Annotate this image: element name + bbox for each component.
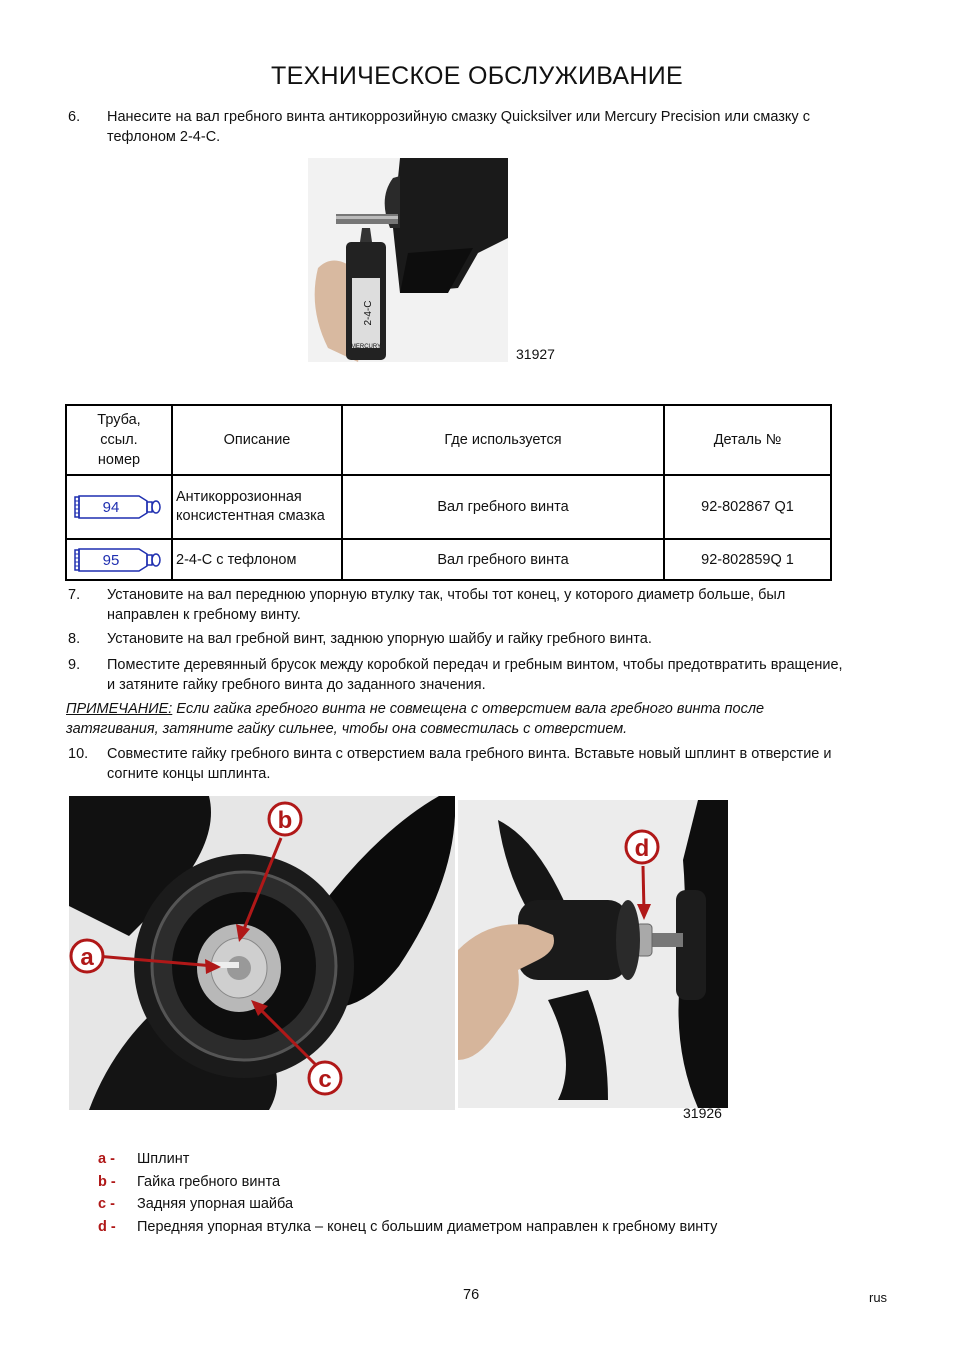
language-code: rus [869,1290,888,1305]
legend-key: c - [98,1196,115,1212]
step-6 [0,107,954,149]
step-9 [0,655,954,697]
part-number-cell: 92-802867 Q1 [664,475,831,539]
step-10 [0,744,954,786]
step-number: 7. [68,587,81,603]
legend-text: Гайка гребного винта [137,1173,281,1190]
legend-key: d - [98,1218,116,1235]
note-text: Если гайка гребного винта не совмещена с отверстием вала гребного винта после затягивания, затяните гайку сильнее, чтобы она совместилась с отверстием. [66,701,765,737]
header-where-used: Где используется [342,405,664,475]
step-number: 10. [68,746,89,762]
tube-ref-cell [66,539,172,580]
table-row [66,475,831,539]
where-used-cell: Вал гребного винта [342,475,664,539]
step-8 [0,629,954,651]
tube-brand-text: MERCURY [350,344,382,350]
legend-text: Шплинт [137,1151,190,1167]
step-text: Установите на вал переднюю упорную втулку так, чтобы тот конец, у которого диаметр больше, был направлен к гребному винту. [107,587,786,623]
table-header-row [66,405,831,475]
propeller-rear-illustration [69,796,455,1110]
note-label: ПРИМЕЧАНИЕ: [66,701,173,717]
header-description: Описание [172,405,342,475]
step-text: Установите на вал гребной винт, заднюю упорную шайбу и гайку гребного винта. [107,631,652,647]
legend-key: b - [98,1173,116,1190]
page-number: 76 [463,1287,480,1303]
part-number-cell: 92-802859Q 1 [664,539,831,580]
step-number: 8. [68,631,81,647]
callout-d: d [634,835,650,862]
header-part-number: Деталь № [664,405,831,475]
callout-c: c [318,1066,332,1093]
step-number: 9. [68,657,81,673]
step-text: Нанесите на вал гребного винта антикоррозийную смазку Quicksilver или Mercury Precision или смазку с тефлоном 2-4-C. [107,109,810,145]
parts-table [65,404,832,581]
figure-2-label: 31926 [683,1105,722,1121]
legend-key: a - [98,1151,115,1167]
figure-propeller-rear [69,796,455,1110]
header-tube-ref: Труба, ссыл. номер [66,405,172,475]
figure-propeller-side [458,800,728,1108]
lubricant-tube-icon [69,487,169,527]
tube-ref-cell [66,475,172,539]
legend-text: Задняя упорная шайба [137,1196,294,1212]
tube-ref-number: 94 [102,499,120,516]
step-text: Совместите гайку гребного винта с отверстием вала гребного винта. Вставьте новый шплинт в отверстие и согните концы шплинта. [107,746,832,782]
callout-a: a [80,944,94,971]
tube-label-text: 2-4-C [363,300,374,326]
figure-lubricant-photo [308,158,508,362]
callout-b: b [277,807,293,834]
step-7 [0,585,954,627]
description-cell: 2-4-C с тефлоном [172,539,342,580]
lubricant-tube-icon [69,542,169,578]
propeller-side-illustration [458,800,728,1108]
figure-legend [0,1148,954,1240]
step-number: 6. [68,109,81,125]
legend-text: Передняя упорная втулка – конец с большим диаметром направлен к гребному винту [137,1218,718,1235]
figure-1-label: 31927 [516,346,555,362]
description-cell: Антикоррозионная консистентная смазка [172,475,342,539]
where-used-cell: Вал гребного винта [342,539,664,580]
tube-ref-number: 95 [102,551,120,569]
page-title: ТЕХНИЧЕСКОЕ ОБСЛУЖИВАНИЕ [271,62,683,90]
table-row [66,539,831,580]
lubricant-application-illustration [308,158,508,362]
note [66,699,826,739]
step-text: Поместите деревянный брусок между коробкой передач и гребным винтом, чтобы предотвратить вращение, и затяните гайку гребного винта до заданного значения. [107,657,843,693]
